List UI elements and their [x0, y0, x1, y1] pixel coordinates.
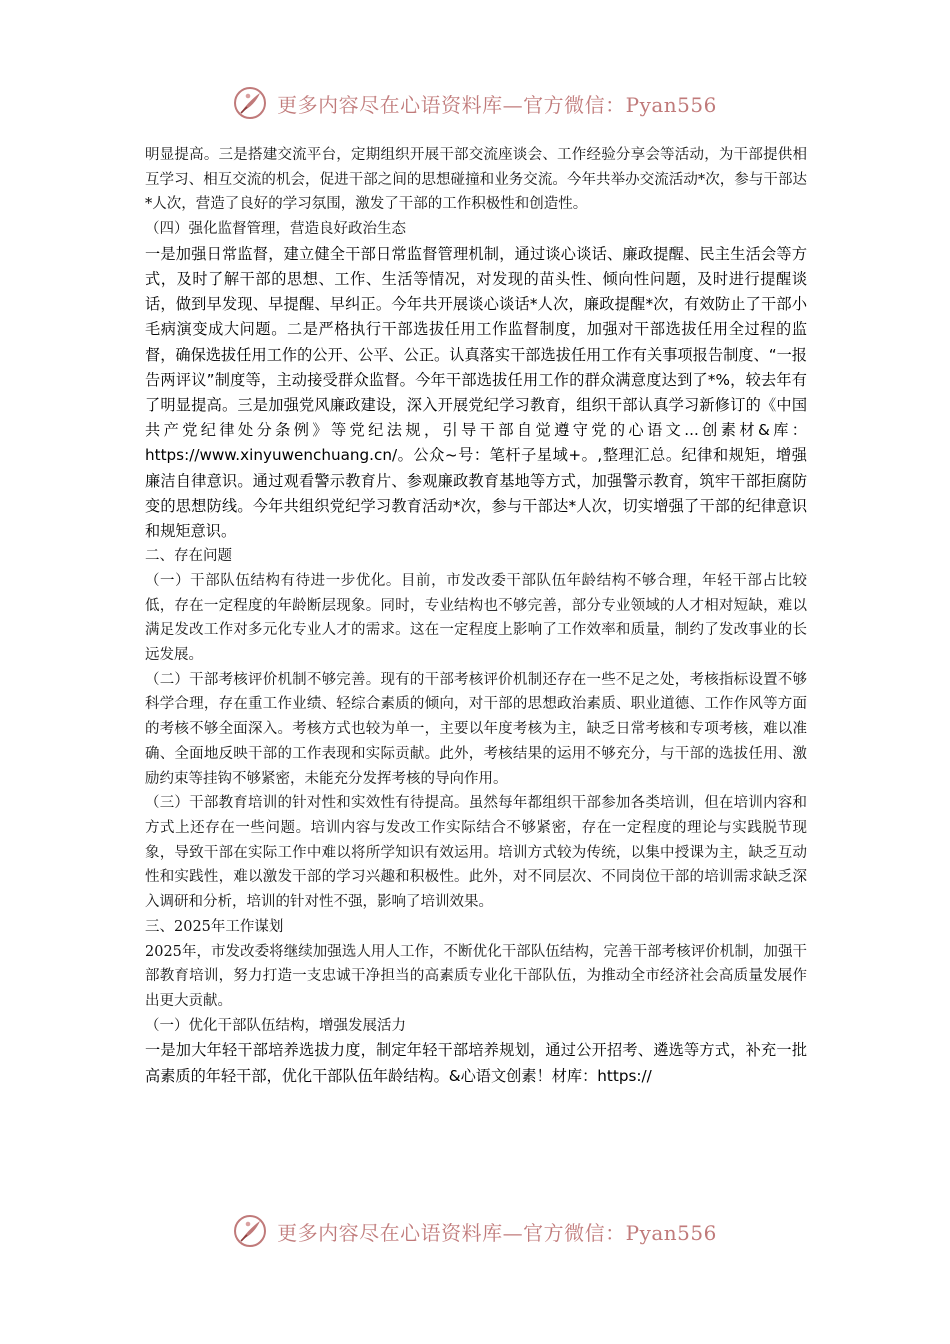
paragraph-exchange-platform: 明显提高。三是搭建交流平台，定期组织开展干部交流座谈会、工作经验分享会等活动，为干部提供相互学习、相互交流的机会，促进干部之间的思想碰撞和业务交流。今年共举办交流活动*次，参与干部达*人次，营造了良好的学习氛围，激发了干部的工作积极性和创造性。 — [145, 147, 807, 213]
paragraph-plan-intro: 2025年，市发改委将继续加强选人用人工作，不断优化干部队伍结构，完善干部考核评价机制，加强干部教育培训，努力打造一支忠诚干净担当的高素质专业化干部队伍，为推动全市经济社会高质量发展作出更大贡献。 — [145, 943, 807, 1009]
paragraph-problem-structure: （一）干部队伍结构有待进一步优化。目前，市发改委干部队伍年龄结构不够合理，年轻干部占比较低，存在一定程度的年龄断层现象。同时，专业结构也不够完善，部分专业领域的人才相对短缺，难以满足发改工作对多元化专业人才的需求。这在一定程度上影响了工作效率和质量，制约了发改事业的长远发展。 — [145, 572, 807, 664]
paragraph-problem-evaluation: （二）干部考核评价机制不够完善。现有的干部考核评价机制还存在一些不足之处，考核指标设置不够科学合理，存在重工作业绩、轻综合素质的倾向，对干部的思想政治素质、职业道德、工作作风等方面的考核不够全面深入。考核方式也较为单一，主要以年度考核为主，缺乏日常考核和专项考核，难以准确、全面地反映干部的工作表现和实际贡献。此外，考核结果的运用不够充分，与干部的选拔任用、激励约束等挂钩不够紧密，未能充分发挥考核的导向作用。 — [145, 671, 807, 787]
section-heading-optimize: （一）优化干部队伍结构，增强发展活力 — [145, 1017, 406, 1034]
section-heading-plan: 三、2025年工作谋划 — [145, 918, 284, 935]
feather-pen-logo-icon — [233, 86, 267, 120]
header-banner — [0, 84, 950, 122]
document-body — [145, 143, 807, 1089]
section-heading-supervision: （四）强化监督管理，营造良好政治生态 — [145, 221, 406, 238]
feather-pen-logo-icon — [233, 1214, 267, 1248]
paragraph-supervision: 一是加强日常监督，建立健全干部日常监督管理机制，通过谈心谈话、廉政提醒、民主生活会等方式，及时了解干部的思想、工作、生活等情况，对发现的苗头性、倾向性问题，及时进行提醒谈话，做到早发现、早提醒、早纠正。今年共开展谈心谈话*人次，廉政提醒*次，有效防止了干部小毛病演变成大问题。二是严格执行干部选拔任用工作监督制度，加强对干部选拔任用全过程的监督，确保选拔任用工作的公开、公平、公正。认真落实干部选拔任用工作有关事项报告制度、“一报告两评议”制度等，主动接受群众监督。今年干部选拔任用工作的群众满意度达到了*%，较去年有了明显提高。三是加强党风廉政建设，深入开展党纪学习教育，组织干部认真学习新修订的《中国共产党纪律处分条例》等党纪法规，引导干部自觉遵守党的心语文...创素材&库：https://www.xinyuwenchuang.cn/。公众~号：笔杆子星域+。,整理汇总。纪律和规矩，增强廉洁自律意识。通过观看警示教育片、参观廉政教育基地等方式，加强警示教育，筑牢干部拒腐防变的思想防线。今年共组织党纪学习教育活动*次，参与干部达*人次，切实增强了干部的纪律意识和规矩意识。 — [145, 244, 807, 541]
banner-text: 更多内容尽在心语资料库—官方微信：Pyan556 — [277, 1220, 717, 1245]
section-heading-problems: 二、存在问题 — [145, 548, 232, 565]
footer-banner — [0, 1212, 950, 1250]
paragraph-problem-training: （三）干部教育培训的针对性和实效性有待提高。虽然每年都组织干部参加各类培训，但在培训内容和方式上还存在一些问题。培训内容与发改工作实际结合不够紧密，存在一定程度的理论与实践脱节现象，导致干部在实际工作中难以将所学知识有效运用。培训方式较为传统，以集中授课为主，缺乏互动性和实践性，难以激发干部的学习兴趣和积极性。此外，对不同层次、不同岗位干部的培训需求缺乏深入调研和分析，培训的针对性不强，影响了培训效果。 — [145, 795, 807, 911]
banner-text: 更多内容尽在心语资料库—官方微信：Pyan556 — [277, 92, 717, 117]
paragraph-optimize: 一是加大年轻干部培养选拔力度，制定年轻干部培养规划，通过公开招考、遴选等方式，补充一批高素质的年轻干部，优化干部队伍年龄结构。&心语文创素！材库：https:// — [145, 1041, 807, 1085]
